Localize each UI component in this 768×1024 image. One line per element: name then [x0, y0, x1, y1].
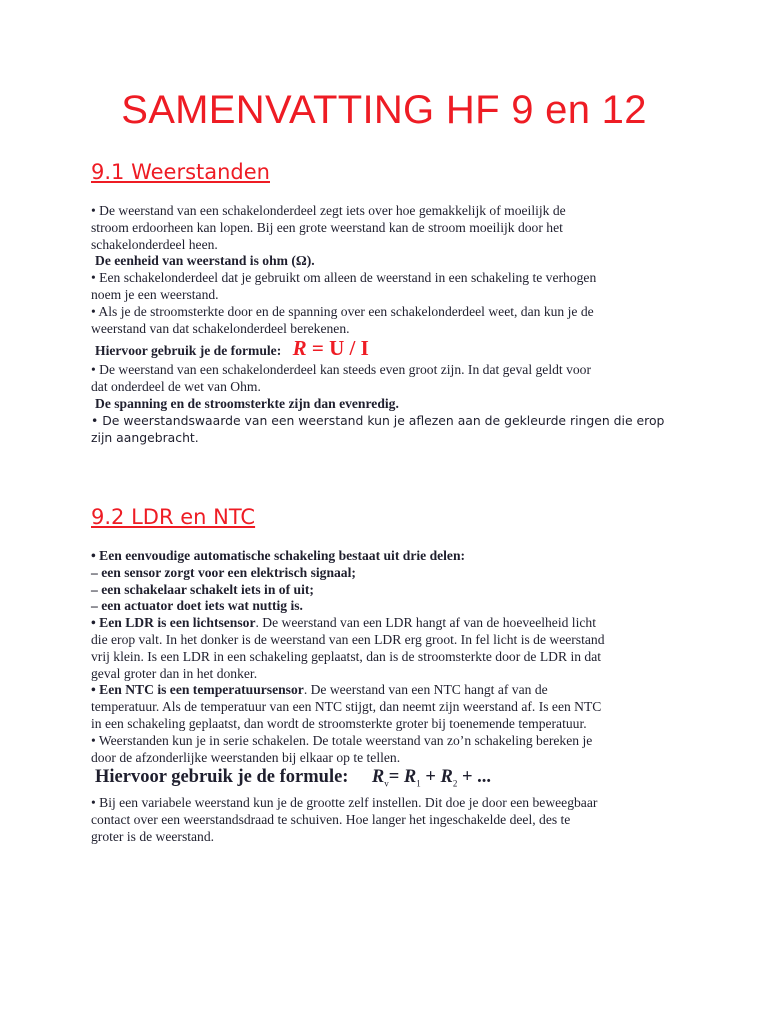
ntc-paragraph-line [91, 682, 691, 699]
text-line: • De weerstand van een schakelonderdeel kan steeds even groot zijn. In dat geval geldt voor [91, 362, 591, 378]
subscript-v: v [384, 779, 389, 790]
text-line: – een actuator doet iets wat nuttig is. [91, 598, 303, 614]
ldr-bold-text: • Een LDR is een lichtsensor [91, 615, 256, 631]
text-line: contact over een weerstandsdraad te schuiven. Hoe langer het ingeschakelde deel, des te [91, 811, 571, 827]
text-line: in een schakeling geplaatst, dan wordt de stroomsterkte groter bij toenemende temperatuur. [91, 715, 587, 731]
subscript-1: 1 [416, 779, 421, 790]
text-line: – een schakelaar schakelt iets in of uit; [91, 581, 314, 597]
text-line: • Een eenvoudige automatische schakeling bestaat uit drie delen: [91, 548, 466, 563]
text-line: groter is de weerstand. [91, 828, 215, 844]
text-line: dat onderdeel de wet van Ohm. [91, 379, 261, 395]
text-line: • De weerstandswaarde van een weerstand kun je aflezen aan de gekleurde ringen die erop [91, 412, 665, 428]
text-line: weerstand van dat schakelonderdeel berekenen. [91, 320, 350, 336]
text-line: geval groter dan in het donker. [91, 665, 258, 681]
formula-equals: = [388, 767, 400, 788]
section-heading-ldr-ntc: 9.2 LDR en NTC [91, 505, 256, 529]
ntc-bold-text: • Een NTC is een temperatuursensor [91, 682, 304, 698]
formula-r1-symbol: R [403, 767, 417, 788]
formula-ohm [293, 336, 369, 360]
formula-plus: + [425, 767, 436, 788]
text-line: • De weerstand van een schakelonderdeel zegt iets over hoe gemakkelijk of moeilijk de [91, 203, 566, 218]
text-line: die erop valt. In het donker is de weerstand van een LDR erg groot. In fel licht is de weerstand [91, 631, 605, 647]
formula-label: Hiervoor gebruik je de formule: [95, 343, 282, 359]
evenredig-line: De spanning en de stroomsterkte zijn dan evenredig. [95, 395, 399, 411]
formula-serie [371, 767, 492, 790]
ldr-text: . De weerstand van een LDR hangt af van de hoeveelheid licht [255, 615, 596, 631]
formula-line-serie [91, 766, 691, 795]
page-title: SAMENVATTING HF 9 en 12 [121, 88, 647, 132]
text-line: zijn aangebracht. [91, 429, 199, 445]
ntc-text: . De weerstand van een NTC hangt af van de [303, 682, 548, 698]
formula-end: + ... [462, 767, 492, 788]
formula-r-symbol: R [292, 336, 307, 361]
formula-rv-symbol: R [371, 767, 385, 788]
text-line: • Weerstanden kun je in serie schakelen. De totale weerstand van zo’n schakeling bereken je [91, 732, 593, 748]
text-line: • Bij een variabele weerstand kun je de grootte zelf instellen. Dit doe je door een beweegbaar [91, 795, 598, 811]
subscript-2: 2 [452, 779, 458, 790]
formula-r2-symbol: R [440, 767, 453, 788]
section-heading-weerstanden: 9.1 Weerstanden [91, 160, 270, 184]
formula-line-ohm [91, 337, 691, 362]
text-line: schakelonderdeel heen. [91, 236, 218, 252]
text-line: temperatuur. Als de temperatuur van een NTC stijgt, dan neemt zijn weerstand af. Is een NTC [91, 699, 602, 715]
ldr-paragraph-line [91, 615, 691, 632]
text-line: noem je een weerstand. [91, 286, 219, 302]
formula-rest: = U / I [311, 336, 369, 361]
section-body-weerstanden [91, 203, 691, 446]
section-body-ldr-ntc [91, 548, 691, 845]
text-line: door de afzonderlijke weerstanden bij elkaar op te tellen. [91, 749, 401, 765]
formula-label: Hiervoor gebruik je de formule: [95, 767, 349, 788]
text-line: stroom erdoorheen kan lopen. Bij een grote weerstand kan de stroom moeilijk door het [91, 219, 563, 235]
text-line: – een sensor zorgt voor een elektrisch signaal; [91, 564, 356, 580]
text-line: • Als je de stroomsterkte door en de spanning over een schakelonderdeel weet, dan kun je de [91, 303, 594, 319]
unit-line: De eenheid van weerstand is ohm (Ω). [95, 253, 315, 269]
text-line: vrij klein. Is een LDR in een schakeling geplaatst, dan is de stroomsterkte door de LDR in dat [91, 648, 602, 664]
text-line: • Een schakelonderdeel dat je gebruikt om alleen de weerstand in een schakeling te verhogen [91, 270, 597, 286]
